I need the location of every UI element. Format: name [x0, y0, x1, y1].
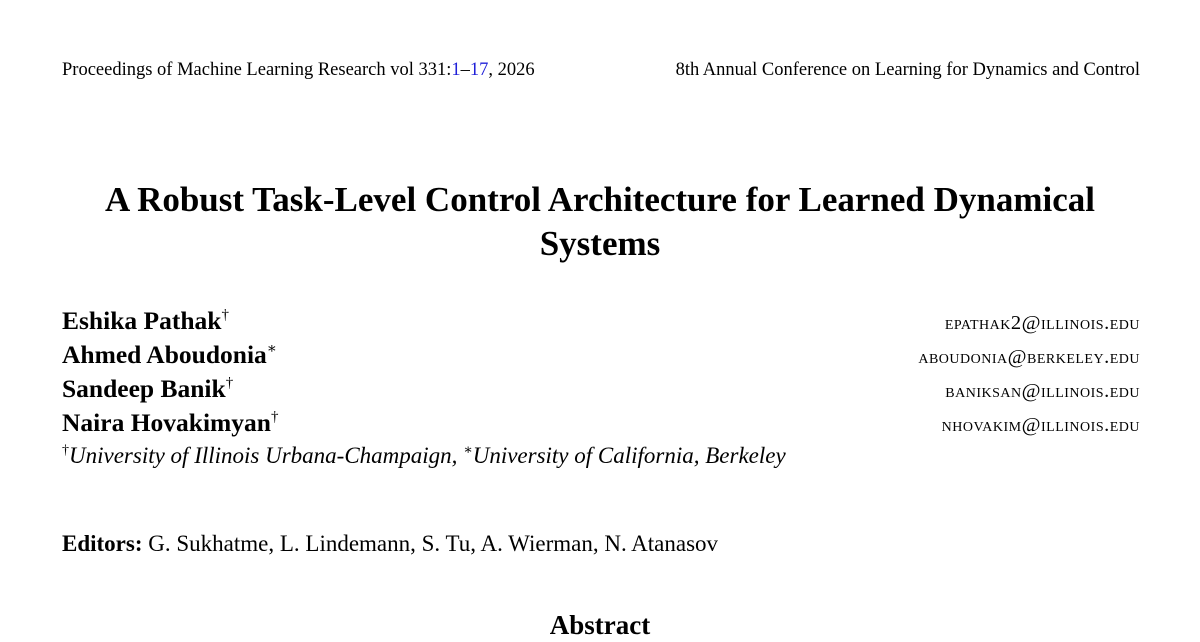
paper-title — [0, 178, 1200, 266]
page-start-link[interactable]: 1 — [451, 60, 461, 80]
author-email[interactable]: baniksan@illinois.edu — [945, 380, 1140, 402]
editors-line — [62, 528, 718, 560]
author-row — [62, 304, 1140, 338]
conference-name: 8th Annual Conference on Learning for Dynamics and Control — [675, 60, 1140, 80]
abstract-heading: Abstract — [549, 610, 651, 640]
proceedings-citation — [62, 58, 535, 82]
title-line-2: Systems — [539, 224, 661, 263]
affiliation-mark: ∗ — [266, 341, 277, 357]
proceedings-year: , 2026 — [488, 60, 535, 80]
author-email[interactable]: nhovakim@illinois.edu — [941, 414, 1140, 436]
author-name: Ahmed Aboudonia∗ — [62, 340, 277, 369]
running-header — [62, 58, 1140, 82]
editors-names: G. Sukhatme, L. Lindemann, S. Tu, A. Wierman, N. Atanasov — [148, 531, 719, 556]
author-row — [62, 338, 1140, 372]
author-block — [62, 304, 1140, 472]
affiliation-mark: † — [62, 443, 69, 458]
author-row — [62, 372, 1140, 406]
page-end-link[interactable]: 17 — [469, 60, 489, 80]
editors-label: Editors: — [62, 531, 143, 556]
author-name: Sandeep Banik† — [62, 374, 234, 403]
affiliations-line — [62, 440, 1140, 472]
affiliation-illinois: University of Illinois Urbana-Champaign, — [69, 443, 458, 468]
affiliation-berkeley: University of California, Berkeley — [472, 443, 786, 468]
title-line-1: A Robust Task-Level Control Architecture for Learned Dynamical — [104, 180, 1096, 219]
page-dash: – — [460, 60, 470, 80]
affiliation-mark: ∗ — [463, 443, 473, 458]
proceedings-prefix: Proceedings of Machine Learning Research vol 331: — [62, 60, 452, 80]
author-email[interactable]: aboudonia@berkeley.edu — [918, 346, 1140, 368]
affiliation-mark: † — [221, 307, 229, 323]
author-row — [62, 406, 1140, 440]
affiliation-mark: † — [225, 375, 234, 391]
author-email[interactable]: epathak2@illinois.edu — [944, 312, 1140, 334]
author-name: Eshika Pathak† — [62, 306, 229, 335]
affiliation-mark: † — [270, 409, 279, 425]
author-name: Naira Hovakimyan† — [62, 408, 279, 437]
